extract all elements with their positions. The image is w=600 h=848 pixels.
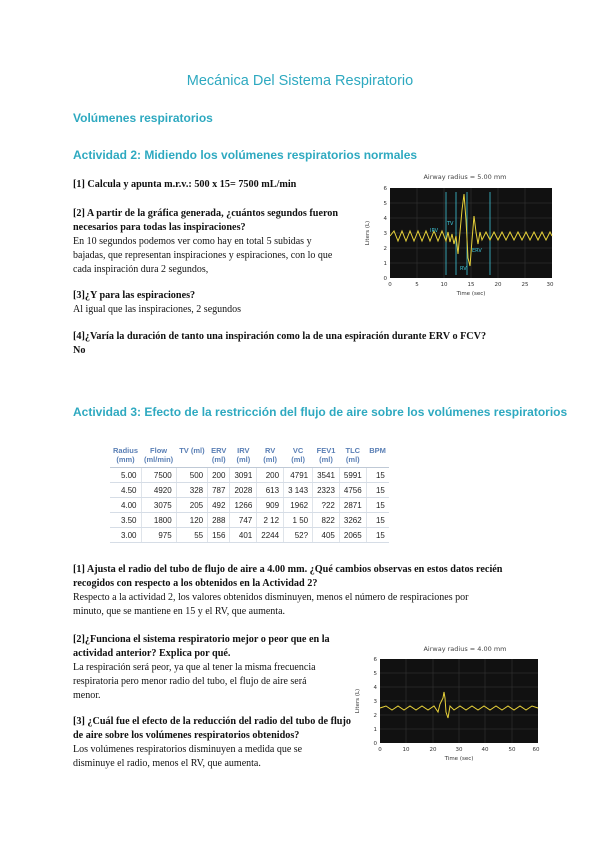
graph1-title: Airway radius = 5.00 mm [423, 173, 507, 181]
activity3-question-3-line2: de aire sobre los volúmenes respiratorios obtenidos? [73, 730, 300, 741]
svg-text:5: 5 [383, 201, 387, 207]
results-table [110, 444, 389, 543]
svg-text:3: 3 [373, 699, 377, 705]
svg-text:2: 2 [373, 713, 377, 719]
svg-text:5: 5 [373, 671, 377, 677]
activity2-answer-2-line2: bajadas, que representan inspiraciones y espiraciones, con lo que [73, 250, 333, 261]
svg-text:40: 40 [481, 747, 489, 753]
activity3-question-3-line1: [3] ¿Cuál fue el efecto de la reducción del radio del tubo de flujo [73, 716, 351, 727]
graph2-y-ticks [374, 657, 378, 747]
activity2-question-4: [4]¿Varía la duración de tanto una inspiración como la de una espiración durante ERV o FCV? [73, 331, 487, 342]
page-title: Mecánica Del Sistema Respiratorio [186, 73, 414, 89]
activity2-heading: Actividad 2: Midiendo los volúmenes respiratorios normales [73, 148, 418, 162]
table-header-radius: Radius (mm) [110, 444, 141, 468]
activity2-question-1: [1] Calcula y apunta m.r.v.: 500 x 15= 7500 mL/min [73, 179, 297, 190]
svg-text:0: 0 [388, 282, 392, 288]
table-row: 4.00 3075 205 492 1266 909 1962 ?22 2871 15 [110, 498, 389, 513]
activity3-answer-1-line2: minuto, que se mantiene en 15 y el RV, que aumenta. [73, 606, 286, 617]
activity2-answer-4: No [73, 345, 86, 356]
table-header-tlc: TLC (ml) [339, 444, 366, 468]
activity2-question-2-line1: [2] A partir de la gráfica generada, ¿cuántos segundos fueron [73, 208, 339, 219]
table-header-row [110, 444, 389, 468]
graph1-y-ticks [384, 186, 388, 282]
svg-text:1: 1 [383, 261, 387, 267]
table-header-tv: TV (ml) [176, 444, 207, 468]
svg-text:6: 6 [373, 657, 377, 663]
graph1-label-tv: TV [447, 221, 454, 227]
activity3-heading: Actividad 3: Efecto de la restricción del flujo de aire sobre los volúmenes respiratorios [73, 405, 568, 419]
svg-text:0: 0 [378, 747, 382, 753]
table-header-vc: VC (ml) [284, 444, 313, 468]
svg-text:3: 3 [383, 231, 387, 237]
table-header-flow: Flow (ml/min) [141, 444, 176, 468]
table-header-erv: ERV (ml) [208, 444, 230, 468]
section-heading: Volúmenes respiratorios [73, 111, 213, 125]
table-header-irv: IRV (ml) [230, 444, 257, 468]
activity2-question-3: [3]¿Y para las espiraciones? [73, 290, 196, 301]
table-row: 5.00 7500 500 200 3091 200 4791 3541 5991 15 [110, 468, 389, 483]
table-header-rv: RV (ml) [257, 444, 284, 468]
graph1-label-rv: RV [460, 266, 467, 272]
graph1-x-ticks [388, 282, 554, 288]
graph2-ylabel: Liters (L) [355, 688, 361, 714]
activity3-answer-1-line1: Respecto a la actividad 2, los valores obtenidos disminuyen, menos el número de respiraciones por [73, 592, 469, 603]
graph2-xlabel: Time (sec) [444, 756, 474, 762]
svg-text:0: 0 [383, 276, 387, 282]
svg-text:25: 25 [521, 282, 529, 288]
svg-text:4: 4 [383, 216, 387, 222]
svg-text:10: 10 [440, 282, 448, 288]
table-row: 3.00 975 55 156 401 2244 52? 405 2065 15 [110, 528, 389, 543]
activity2-answer-3: Al igual que las inspiraciones, 2 segundos [73, 304, 242, 315]
activity2-answer-2-line3: cada inspiración dura 2 segundos, [73, 264, 209, 275]
activity2-question-2-line2: necesarios para todas las inspiraciones? [73, 222, 246, 233]
svg-text:20: 20 [494, 282, 502, 288]
activity3-question-1-line1: [1] Ajusta el radio del tubo de flujo de aire a 4.00 mm. ¿Qué cambios observas en estos datos recién [73, 564, 503, 575]
svg-text:30: 30 [546, 282, 554, 288]
table-header-bpm: BPM [366, 444, 389, 468]
svg-text:60: 60 [532, 747, 540, 753]
svg-text:5: 5 [415, 282, 419, 288]
graph1-label-irv: IRV [430, 228, 439, 234]
table-row: 3.50 1800 120 288 747 2 12 1 50 822 3262 15 [110, 513, 389, 528]
table-row: 4.50 4920 328 787 2028 613 3 143 2323 4756 15 [110, 483, 389, 498]
respiration-graph-radius-5 [360, 170, 560, 300]
svg-text:6: 6 [383, 186, 387, 192]
activity3-answer-2-line1: La respiración será peor, ya que al tener la misma frecuencia [73, 662, 316, 673]
svg-text:2: 2 [383, 246, 387, 252]
svg-text:30: 30 [455, 747, 463, 753]
activity3-answer-2-line2: respiratoria pero menor radio del tubo, el flujo de aire será [73, 676, 307, 687]
table-header-fev1: FEV1 (ml) [313, 444, 340, 468]
graph2-x-ticks [378, 747, 540, 753]
graph1-xlabel: Time (sec) [456, 291, 486, 297]
activity3-answer-2-line3: menor. [73, 690, 101, 701]
svg-text:4: 4 [373, 685, 377, 691]
svg-text:20: 20 [429, 747, 437, 753]
svg-text:1: 1 [373, 727, 377, 733]
graph1-label-erv: ERV [472, 248, 482, 254]
activity3-question-1-line2: recogidos con respecto a los obtenidos en la Actividad 2? [73, 578, 318, 589]
activity2-answer-2-line1: En 10 segundos podemos ver como hay en total 5 subidas y [73, 236, 312, 247]
activity3-question-2-line2: actividad anterior? Explica por qué. [73, 648, 231, 659]
activity3-question-2-line1: [2]¿Funciona el sistema respiratorio mejor o peor que en la [73, 634, 330, 645]
respiration-graph-radius-4 [350, 642, 550, 764]
graph1-ylabel: Liters (L) [365, 220, 371, 246]
svg-text:10: 10 [402, 747, 410, 753]
svg-text:15: 15 [467, 282, 475, 288]
activity3-answer-3-line1: Los volúmenes respiratorios disminuyen a medida que se [73, 744, 303, 755]
activity3-answer-3-line2: disminuye el radio, menos el RV, que aumenta. [73, 758, 261, 769]
graph2-title: Airway radius = 4.00 mm [423, 645, 507, 653]
svg-text:50: 50 [508, 747, 516, 753]
svg-text:0: 0 [373, 741, 377, 747]
